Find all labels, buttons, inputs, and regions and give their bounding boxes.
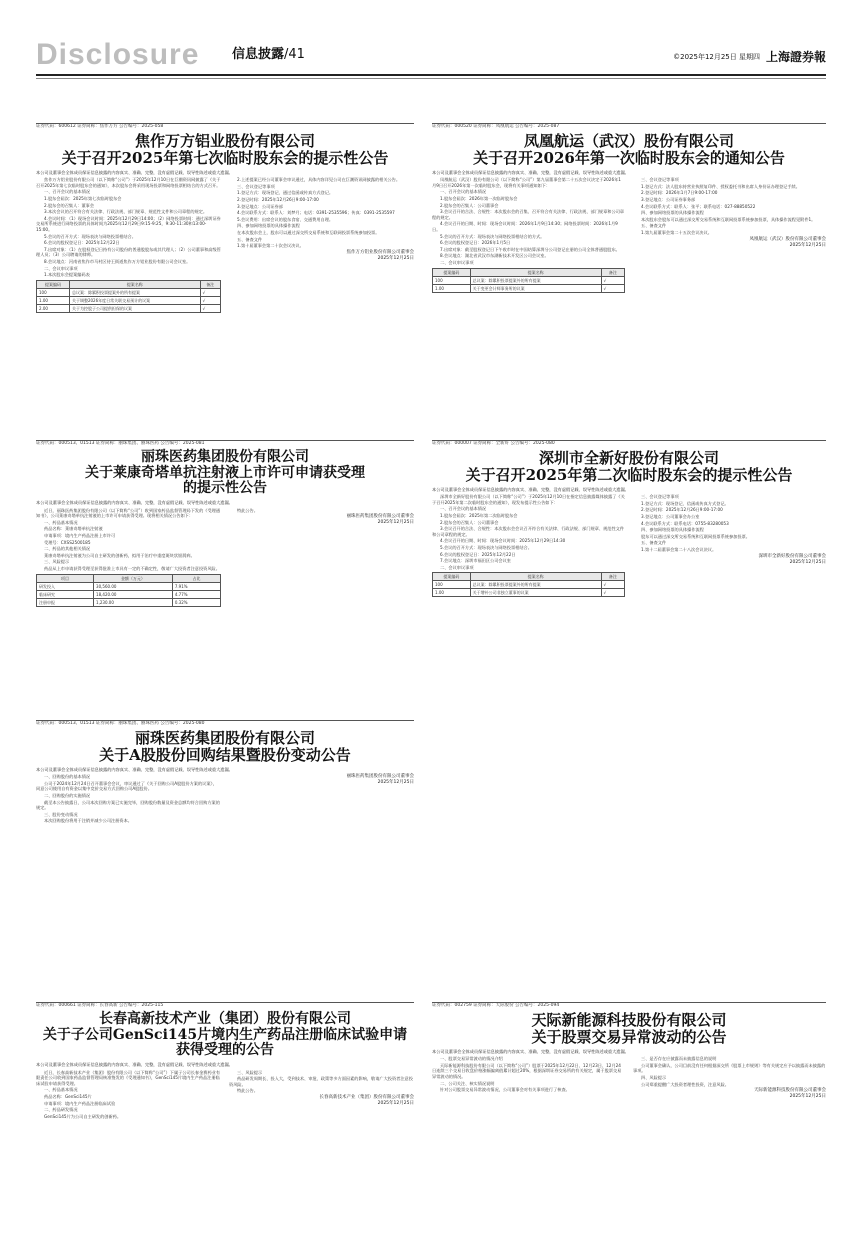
article-paragraph: 药品从上市申请获得受理至获得批准上市具有一定的不确定性，敬请广大投资者注意投资风险。 — [44, 565, 220, 571]
table-header-cell: 备注 — [601, 573, 624, 581]
article-paragraph: 1.登记方式：法人股东持营业执照复印件、授权委托书和出席人身份证办理登记手续。 — [641, 183, 800, 189]
article-paragraph: 四、参加网络投票的具体操作流程 — [641, 210, 704, 216]
article-paragraph: 受理号：CXSS2500185 — [44, 539, 91, 545]
article-paragraph: 本次回购股份将用于注销并减少公司注册资本。 — [44, 818, 132, 824]
article-paragraph: 截至本公告披露日，公司本次回购方案已实施完毕，回购股份数量及资金总额均符合回购方案的规定。 — [36, 799, 220, 811]
article-paragraph: 一、召开会议的基本情况 — [44, 189, 91, 195]
article-paragraph: 6.会议的股权登记日：2026年1月5日 — [440, 240, 511, 246]
article-left-column — [36, 177, 221, 315]
article-paragraph: 三、股份变动情况 — [44, 811, 78, 817]
article-paragraph: 三、风险提示 — [237, 1069, 263, 1075]
article — [432, 440, 826, 996]
article-paragraph: 三、是否存在应披露而未披露信息的说明 — [641, 1056, 717, 1062]
table-cell: √ — [200, 296, 220, 304]
article-columns — [432, 1056, 826, 1100]
table-cell: √ — [601, 589, 624, 597]
article-paragraph: 深圳市全新好股份有限公司（以下简称“公司”）于2025年12月10日在指定信息披露媒体披露了《关于召开2025年第二次临时股东会的通知》，现发布提示性公告如下： — [432, 494, 625, 505]
article-paragraph: 莱康奇塔单抗注射液为公司自主研发的创新药，拟用于治疗中重度斑块状银屑病。 — [44, 552, 195, 558]
article-paragraph: 5.会议费用：出席会议的股东食宿、交通费用自理。 — [237, 216, 334, 222]
section-title — [232, 46, 305, 64]
article-title-line: 焦作万方铝业股份有限公司 — [134, 132, 315, 150]
article-paragraph: 药品研发周期长、投入大，受到技术、审批、政策等多方面因素的影响，敬请广大投资者注意投资风险。 — [229, 1076, 413, 1087]
table-header-row — [37, 280, 221, 288]
table-header-cell: 提案名称 — [470, 268, 601, 276]
table-cell: 18,420.00 — [94, 590, 173, 598]
article-right-column — [633, 1056, 826, 1100]
article-paragraph: 针对公司股票交易异常波动情况，公司董事会对有关事项进行了核查。 — [440, 1087, 570, 1093]
table-cell: 1.00 — [433, 284, 471, 292]
table-cell: 4.77% — [172, 590, 220, 598]
article-paragraph: 药品名称：GenSci145片 — [44, 1093, 92, 1099]
proposal-table — [432, 572, 625, 597]
article-title — [36, 133, 414, 167]
table-header-cell: 提案编码 — [37, 280, 70, 288]
signature-company: 丽珠医药集团股份有限公司董事会 — [346, 514, 414, 520]
table-cell: 总议案：除累积投票提案外的所有提案 — [470, 581, 601, 589]
article-columns — [432, 494, 826, 599]
article-paragraph: 三、会议登记等事项 — [641, 494, 679, 500]
article-paragraph: 四、参加网络投票的具体操作流程 — [237, 223, 300, 229]
article-paragraph: 2.登记时间：2026年1月7日9:00-17:00 — [641, 190, 718, 196]
article-paragraph: 1.第十二届董事会第二十八次会议决议。 — [641, 546, 717, 552]
table-cell: 100 — [433, 581, 471, 589]
article-paragraph: 1.股东会届次：2025年第七次临时股东会 — [44, 195, 122, 201]
table-cell: √ — [601, 284, 624, 292]
article-notice: 本公司及董事会全体成员保证信息披露的内容真实、准确、完整，没有虚假记载、误导性陈述或重大遗漏。 — [36, 169, 233, 175]
table-header-row — [433, 573, 625, 581]
article-paragraph: 凤凰航运（武汉）股份有限公司（以下简称“公司”）第九届董事会第二十五次会议决定于2026年1月9日召开2026年第一次临时股东会，现将有关事项通知如下： — [432, 177, 621, 188]
table-cell: 研发投入 — [37, 582, 94, 590]
article-paragraph: 6.会议的股权登记日：2025年12月22日 — [44, 240, 120, 246]
article-paragraph: 在本次股东会上，股东可以通过深交所交易系统和互联网投票系统参加投票。 — [237, 229, 380, 235]
article-paragraph: 三、会议登记等事项 — [641, 177, 679, 183]
article-paragraph: 公司郑重提醒广大投资者理性投资，注意风险。 — [641, 1081, 729, 1087]
article-paragraph: 8.会议地点：河南省焦作市马村区待王街道焦作万方铝业股份有限公司会议室。 — [44, 258, 191, 264]
table-row — [433, 589, 625, 597]
article-paragraph: 5.会议的召开方式：现场表决与网络投票相结合。 — [44, 233, 136, 239]
table-header-cell: 金额（万元） — [94, 574, 173, 582]
table-row — [433, 284, 625, 292]
article-signature — [229, 250, 414, 262]
article-title-line: 关于莱康奇塔单抗注射液上市许可申请获受理 — [85, 464, 365, 481]
article-right-column — [229, 508, 414, 609]
article-signature — [633, 554, 826, 566]
article-notice: 本公司及董事会全体成员保证信息披露的内容真实、准确、完整，没有虚假记载、误导性陈述或重大遗漏。 — [36, 766, 233, 772]
article-paragraph: 2.股东会的召集人：公司董事会 — [440, 202, 499, 208]
article-signature — [229, 774, 414, 786]
table-header-cell: 项目 — [37, 574, 94, 582]
table-cell: 30,560.00 — [94, 582, 173, 590]
article-paragraph: 药品名称：莱康奇塔单抗注射液 — [44, 526, 103, 532]
article-notice: 本公司及董事会全体成员保证信息披露的内容真实、准确、完整，没有虚假记载、误导性陈述或重大遗漏。 — [432, 1048, 629, 1054]
article-paragraph: 三、风险提示 — [44, 559, 70, 565]
article-paragraph: 五、备查文件 — [641, 223, 667, 229]
article-title — [36, 450, 414, 497]
table-cell: √ — [200, 288, 220, 296]
table-cell: 2.00 — [37, 304, 70, 312]
table-header-row — [433, 268, 625, 276]
article-code-line: 证券代码：000661 证券简称：长春高新 公告编号：2025-115 — [36, 1003, 164, 1008]
article-paragraph: 本次股东会股东可以通过深交所交易系统和互联网投票系统参加投票，具体操作流程见附件1。 — [641, 216, 816, 222]
article — [36, 123, 414, 427]
article-title-line: 凤凰航运（武汉）股份有限公司 — [523, 132, 734, 150]
article-signature — [229, 1095, 414, 1107]
table-cell: √ — [601, 581, 624, 589]
article-signature — [633, 237, 826, 249]
article-paragraph: 1.股东会届次：2025年第二次临时股东会 — [440, 512, 518, 518]
article-title-line: 天际新能源科技股份有限公司 — [531, 1011, 727, 1029]
disclosure-logo: Disclosure — [36, 38, 200, 71]
article-paragraph: 近日，丽珠医药集团股份有限公司（以下简称“公司”）收到国家药品监督管理局下发的《受理通知书》，公司莱康奇塔单抗注射液的上市许可申请获得受理。现将相关情况公告如下： — [36, 507, 221, 519]
article-paragraph: 3.登记地点：公司董事会办公室 — [641, 513, 700, 519]
article-columns — [36, 508, 414, 609]
article-paragraph: 2.登记时间：2025年12月26日9:00-17:00 — [641, 507, 723, 513]
article-paragraph: 近日，长春高新技术产业（集团）股份有限公司（以下简称“公司”）下属子公司长春金赛药业有限责任公司收到国家药品监督管理局核准签发的《受理通知书》，GenSci145片境内生产药品注册临床试验申请获得受理。 — [36, 1069, 221, 1086]
article-notice: 本公司及董事会全体成员保证信息披露的内容真实、准确、完整，没有虚假记载、误导性陈述或重大遗漏。 — [36, 500, 233, 506]
article-paragraph: 四、参加网络投票的具体操作流程 — [641, 527, 704, 533]
table-cell: 0.32% — [172, 598, 220, 606]
table-row — [37, 582, 221, 590]
article-paragraph: 公司于2024年12月24日召开董事会会议，审议通过了《关于回购公司A股股份方案的议案》，同意公司使用自有资金以集中竞价交易方式回购公司A股股份。 — [36, 780, 217, 792]
proposal-table — [36, 280, 221, 313]
article-left-column — [432, 494, 625, 599]
table-cell: 关于为控股子公司提供担保的议案 — [69, 304, 200, 312]
signature-company: 焦作万方铝业股份有限公司董事会 — [346, 249, 414, 255]
article-paragraph: 5.会议的召开方式：现场表决与网络投票相结合的方式。 — [440, 233, 545, 239]
table-cell: 1.00 — [433, 589, 471, 597]
article-right-column — [229, 774, 414, 825]
article-title-line: 丽珠医药集团股份有限公司 — [141, 449, 309, 465]
article-paragraph: 3.会议召开的合法、合规性：本次股东会会议召开符合有关法律、行政法规、部门规章、规范性文件和公司章程的规定。 — [432, 526, 625, 537]
article-paragraph: 8.会议地点：湖北省武汉市东湖新技术开发区公司会议室。 — [440, 253, 549, 259]
table-header-cell: 提案编码 — [433, 573, 471, 581]
article-paragraph: 4.会议召开的日期、时间：现场会议时间：2025年12月29日14:30 — [440, 538, 566, 544]
article-paragraph: 5.会议的召开方式：现场表决与网络投票相结合。 — [440, 544, 532, 550]
article-paragraph: 申请事项：境内生产药品注册上市许可 — [44, 532, 116, 538]
table-row — [37, 288, 221, 296]
article-left-column — [432, 177, 625, 294]
article-title-line: 关于子公司GenSci145片境内生产药品注册临床试验申请 — [42, 1026, 408, 1043]
article-left-column — [36, 774, 221, 825]
article-paragraph: 特此公告。 — [237, 507, 258, 513]
article-paragraph: 一、药品基本情况 — [44, 1087, 78, 1093]
article-paragraph: 五、备查文件 — [237, 236, 263, 242]
article-paragraph: 1.登记方式：现场登记、通过信函或传真方式登记。 — [237, 190, 334, 196]
article-left-column — [36, 1070, 221, 1121]
table-header-cell: 占比 — [172, 574, 220, 582]
table-row — [433, 276, 625, 284]
edition-date: ©2025年12月25日 星期四 — [673, 52, 760, 61]
article-paragraph: 一、召开会议的基本情况 — [440, 189, 487, 195]
article-paragraph: 1.登记方式：现场登记、信函或传真方式登记。 — [641, 500, 729, 506]
article-paragraph: 申请事项：境内生产药品注册临床试验 — [44, 1100, 116, 1106]
table-cell: √ — [200, 304, 220, 312]
table-header-row — [37, 574, 221, 582]
article-title-line: 长春高新技术产业（集团）股份有限公司 — [99, 1011, 351, 1027]
article-signature — [633, 1088, 826, 1100]
signature-company: 天际新能源科技股份有限公司董事会 — [754, 1088, 826, 1094]
article-title-line: 关于A股股份回购结果暨股份变动公告 — [99, 745, 351, 764]
article-paragraph: 二、药品研发情况 — [44, 1107, 78, 1113]
article-paragraph: 二、药品的其他相关情况 — [44, 546, 91, 552]
article-columns — [36, 774, 414, 825]
table-cell: 关于增补公司非独立董事的议案 — [470, 589, 601, 597]
article-paragraph: 4.会议召开的日期、时间：现场会议时间：2026年1月9日14:30；网络投票时间：2026年1月9日。 — [432, 221, 618, 232]
article-right-column — [229, 1070, 414, 1121]
table-cell: 7.91% — [172, 582, 220, 590]
article-right-column — [229, 177, 414, 315]
article-columns — [36, 1070, 414, 1121]
table-cell: 关于变更会计师事务所的议案 — [470, 284, 601, 292]
article-paragraph: 三、会议登记等事项 — [237, 183, 275, 189]
article-paragraph: 股东可以通过深交所交易系统和互联网投票系统参加投票。 — [641, 533, 750, 539]
article-columns — [432, 177, 826, 294]
signature-date: 2025年12月25日 — [789, 242, 826, 248]
article-paragraph: 2.上述提案已经公司董事会审议通过，具体内容详见公司在巨潮资讯网披露的相关公告。 — [237, 177, 401, 183]
signature-date: 2025年12月25日 — [377, 255, 414, 261]
article-title-line: 关于召开2025年第七次临时股东会的提示性公告 — [61, 148, 389, 167]
article-code-line: 证券代码：002759 证券简称：天际股份 公告编号：2025-094 — [432, 1003, 560, 1008]
article-title-line: 关于召开2025年第二次临时股东会的提示性公告 — [465, 465, 793, 484]
article-paragraph: 2.股东会的召集人：董事会 — [44, 202, 95, 208]
article-paragraph: 四、风险提示 — [641, 1074, 667, 1080]
table-cell: 1,230.00 — [94, 598, 173, 606]
table-cell: 注册申报 — [37, 598, 94, 606]
article-paragraph: 二、会议审议事项 — [440, 564, 474, 570]
article-paragraph: 一、召开会议的基本情况 — [440, 506, 487, 512]
article-title-line: 深圳市全新好股份有限公司 — [538, 449, 719, 467]
table-cell: 100 — [433, 276, 471, 284]
table-row — [37, 590, 221, 598]
article-paragraph: 7.出席对象：截至股权登记日下午收市时在中国结算深圳分公司登记在册的公司全体普通股股东。 — [440, 246, 620, 252]
table-cell: √ — [601, 276, 624, 284]
article-notice: 本公司及董事会全体成员保证信息披露的内容真实、准确、完整，没有虚假记载、误导性陈述或重大遗漏。 — [432, 169, 629, 175]
article-title — [432, 133, 826, 167]
article-paragraph: 特此公告。 — [237, 1088, 258, 1094]
article-paragraph: 4.会议联系方式：联系人：张平；联系电话：027-88850522 — [641, 203, 756, 209]
article-paragraph: 2.登记时间：2025年12月26日9:00-17:00 — [237, 196, 319, 202]
article-title — [432, 1012, 826, 1046]
article-paragraph: 1.股东会届次：2026年第一次临时股东会 — [440, 195, 518, 201]
article-columns — [36, 177, 414, 315]
article-title — [36, 1012, 414, 1059]
article-title-line: 关于召开2026年第一次临时股东会的通知公告 — [473, 148, 785, 167]
table-row — [37, 598, 221, 606]
article-left-column — [432, 1056, 625, 1100]
article-paragraph: 2.股东会的召集人：公司董事会 — [440, 519, 499, 525]
signature-company: 丽珠医药集团股份有限公司董事会 — [346, 774, 414, 780]
article-paragraph: 4.会议时间：（1）现场会议时间：2025年12月29日14:00；（2）网络投票时间：通过深圳证券交易所系统进行网络投票的具体时间为2025年12月29日9:15-9:25，9:30-11:30和13:00-15:00。 — [36, 215, 221, 232]
article-paragraph: 7.出席对象：（1）在股权登记日持有公司股份的普通股股东或其代理人；（2）公司董事和高级管理人员；（3）公司聘请的律师。 — [36, 246, 221, 258]
proposal-table — [36, 574, 221, 607]
table-header-cell: 提案名称 — [470, 573, 601, 581]
article-notice: 本公司及董事会全体成员保证信息披露的内容真实、准确、完整，没有虚假记载、误导性陈述或重大遗漏。 — [432, 486, 629, 492]
article-title-line: 关于股票交易异常波动的公告 — [531, 1027, 727, 1046]
article-paragraph: 公司董事会确认，公司目前没有任何根据深交所《股票上市规则》等有关规定应予以披露而未披露的事项。 — [633, 1062, 826, 1074]
article-left-column — [36, 508, 221, 609]
article-paragraph: 二、会议审议事项 — [440, 259, 474, 265]
article — [36, 440, 414, 716]
table-cell: 关于调整2026年度日常关联交易预计的议案 — [69, 296, 200, 304]
article — [36, 720, 414, 996]
article-paragraph: 五、备查文件 — [641, 540, 667, 546]
article-paragraph: 一、股票交易异常波动的情况介绍 — [440, 1056, 503, 1062]
article-notice: 本公司及董事会全体成员保证信息披露的内容真实、准确、完整，没有虚假记载、误导性陈述或重大遗漏。 — [36, 1062, 233, 1068]
article — [432, 1002, 826, 1213]
proposal-table — [432, 268, 625, 293]
article-title-line: 丽珠医药集团股份有限公司 — [134, 729, 315, 747]
table-row — [37, 304, 221, 312]
signature-date: 2025年12月25日 — [789, 559, 826, 565]
signature-company: 长春高新技术产业（集团）股份有限公司董事会 — [319, 1094, 414, 1100]
article-right-column — [633, 177, 826, 294]
article-title — [36, 730, 414, 764]
article-code-line: 证券代码：600612 证券简称：焦作万方 公告编号：2025-058 — [36, 124, 164, 129]
section-name: 信息披露 — [232, 47, 285, 62]
article-paragraph: 7.会议地点：深圳市福田区公司会议室 — [440, 558, 511, 564]
article-paragraph: 3.登记地点：公司证券事务部 — [641, 196, 696, 202]
signature-date: 2025年12月25日 — [377, 520, 414, 526]
table-cell: 100 — [37, 288, 70, 296]
article-signature — [229, 514, 414, 526]
table-cell: 总议案：除累积投票提案外的所有提案 — [470, 276, 601, 284]
article-code-line: 证券代码：000520 证券简称：凤凰航运 公告编号：2025-087 — [432, 124, 560, 129]
article-paragraph: 3.登记地点：公司证券部 — [237, 203, 283, 209]
article-paragraph: 3.会议召开的合法、合规性：本次股东会的召集、召开符合有关法律、行政法规、部门规章和公司章程的规定。 — [432, 209, 625, 220]
article-code-line: 证券代码：000513、01513 证券简称：丽珠集团、丽珠医药 公告编号：2025-081 — [36, 441, 205, 446]
article-paragraph: 1.第十届董事会第二十次会议决议。 — [237, 243, 304, 249]
masthead — [36, 38, 826, 72]
masthead-rule — [36, 74, 826, 76]
article-paragraph: 一、回购股份的基本情况 — [44, 774, 91, 780]
page-number: /41 — [284, 47, 305, 62]
article-paragraph: 3.本次会议的召开符合有关法律、行政法规、部门规章、规范性文件和公司章程的规定。 — [44, 209, 208, 215]
article — [36, 1002, 414, 1213]
table-header-cell: 备注 — [601, 268, 624, 276]
article-paragraph: 4.会议联系方式：联系人：刘梦月；电话：0391-2535596；传真：0391-2535597 — [237, 210, 395, 216]
article-paragraph: 1.第九届董事会第二十五次会议决议。 — [641, 229, 712, 235]
article-title-line: 获得受理的公告 — [176, 1042, 274, 1059]
table-cell: 总议案：除累积投票提案外的所有提案 — [69, 288, 200, 296]
masthead-rule-thin — [36, 78, 826, 79]
article-title — [432, 450, 826, 484]
signature-date: 2025年12月25日 — [789, 1094, 826, 1100]
article-code-line: 证券代码：000513、01513 证券简称：丽珠集团、丽珠医药 公告编号：2025-080 — [36, 721, 205, 726]
article-paragraph: 二、公司关注、核实情况说明 — [440, 1080, 495, 1086]
article-code-line: 证券代码：000007 证券简称：全新好 公告编号：2025-080 — [432, 441, 555, 446]
table-header-cell: 备注 — [200, 280, 220, 288]
article-paragraph: 一、药品基本情况 — [44, 519, 78, 525]
article-title-line: 的提示性公告 — [183, 480, 267, 497]
table-header-cell: 提案名称 — [69, 280, 200, 288]
table-header-cell: 提案编码 — [433, 268, 471, 276]
signature-date: 2025年12月25日 — [377, 1100, 414, 1106]
signature-company: 深圳市全新好股份有限公司董事会 — [758, 553, 826, 559]
article-paragraph: 1.本次股东会提案编码表 — [44, 272, 90, 278]
masthead-right — [673, 48, 826, 65]
article-paragraph: 焦作万方铝业股份有限公司（以下简称“公司”）于2025年12月10日在巨潮资讯网披露了《关于召开2025年第七次临时股东会的通知》，本次股东会将采用现场投票和网络投票相结合的方式召开。 — [36, 177, 221, 188]
table-row — [37, 296, 221, 304]
signature-company: 凤凰航运（武汉）股份有限公司董事会 — [749, 236, 826, 242]
table-row — [433, 581, 625, 589]
article-right-column — [633, 494, 826, 599]
paper-name: 上海證券報 — [765, 50, 826, 64]
table-cell: 1.00 — [37, 296, 70, 304]
article-paragraph: GenSci145片为公司自主研发的创新药。 — [44, 1113, 122, 1119]
article-paragraph: 6.会议的股权登记日：2025年12月22日 — [440, 551, 516, 557]
article-paragraph: 4.会议联系方式：联系电话：0755-83280053 — [641, 520, 729, 526]
article-paragraph: 天际新能源科技股份有限公司（以下简称“公司”）股票于2025年12月22日、12月23日、12月24日连续三个交易日收盘价格涨幅偏离值累计超过20%，根据深圳证券交易所的有关规定，属于股票交易异常波动的情况。 — [432, 1062, 622, 1079]
article-paragraph: 二、回购股份的实施情况 — [44, 792, 91, 798]
article — [432, 123, 826, 427]
signature-date: 2025年12月25日 — [377, 780, 414, 786]
article-paragraph: 二、会议审议事项 — [44, 265, 78, 271]
table-cell: 临床研究 — [37, 590, 94, 598]
